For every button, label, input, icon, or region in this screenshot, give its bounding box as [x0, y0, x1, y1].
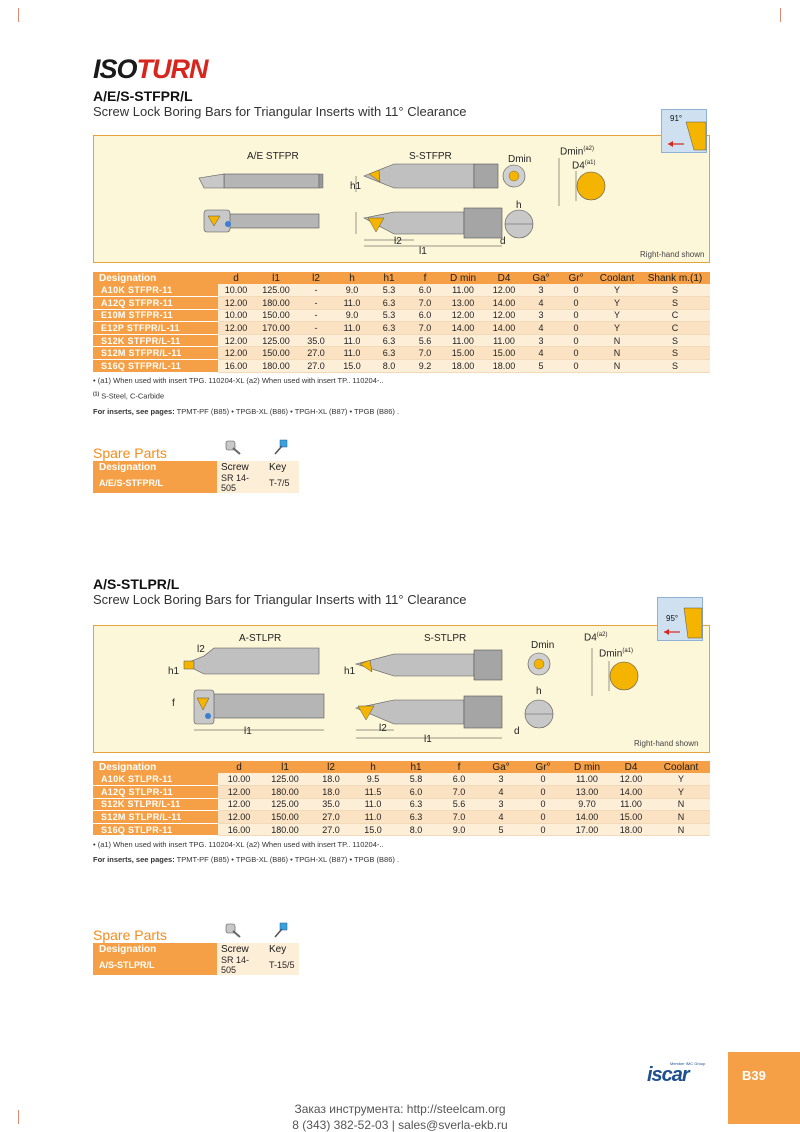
table-cell: 9.70: [564, 798, 610, 811]
diagram-dmin: Dmin: [531, 640, 555, 651]
table-cell: 6.0: [408, 309, 442, 322]
table-cell: 11.0: [334, 347, 370, 360]
diagram-h: h: [516, 200, 522, 211]
table-cell: 11.00: [442, 284, 484, 297]
section2-spare-title: Spare Parts: [93, 927, 167, 943]
table-cell: 27.0: [298, 360, 334, 373]
designation-cell: A12Q STLPR-11: [93, 786, 218, 799]
section1-note-2: $^{(1)}$ S-Steel, C-Carbide: [93, 391, 165, 401]
table-cell: 12.00: [218, 347, 254, 360]
table-cell: 15.00: [484, 347, 524, 360]
screw-icon: [224, 922, 242, 938]
table-cell: 4: [480, 811, 522, 824]
table-cell: 12.00: [442, 309, 484, 322]
table-row: [93, 798, 710, 811]
table-cell: 14.00: [564, 811, 610, 824]
table-cell: 18.00: [610, 823, 652, 836]
diagram-h1: h1: [350, 181, 362, 192]
table-cell: 14.00: [442, 322, 484, 335]
table-cell: N: [652, 798, 710, 811]
footer-line-2: 8 (343) 382-52-03 | sales@sverla-ekb.ru: [292, 1118, 508, 1132]
table-cell: 4: [524, 297, 558, 310]
table-cell: 125.00: [260, 798, 310, 811]
table-cell: 15.00: [442, 347, 484, 360]
table-cell: Y: [594, 284, 640, 297]
table-cell: 16.00: [218, 360, 254, 373]
table-row: [93, 347, 710, 360]
diagram-dmin: Dmin: [508, 154, 532, 165]
table-cell: 125.00: [254, 334, 298, 347]
table-cell: 125.00: [260, 773, 310, 786]
section2-spare-table: Designation Screw Key A/S-STLPR/L SR 14-505 T-15/5: [93, 943, 299, 975]
table-cell: 180.00: [260, 786, 310, 799]
table-row: A/S-STLPR/L SR 14-505 T-15/5: [93, 955, 299, 975]
table-cell: 0: [522, 773, 564, 786]
table-cell: 6.3: [394, 798, 438, 811]
table-cell: 6.3: [370, 334, 408, 347]
table-row: [93, 284, 710, 297]
table-cell: 6.0: [394, 786, 438, 799]
table-cell: 16.00: [218, 823, 260, 836]
table-cell: 3: [524, 309, 558, 322]
table-cell: 3: [480, 773, 522, 786]
diagram-l1-s: l1: [424, 734, 432, 745]
table-cell: 18.00: [442, 360, 484, 373]
section1-diagram: [93, 135, 710, 263]
table-cell: 12.00: [484, 309, 524, 322]
table-cell: 7.0: [408, 347, 442, 360]
table-cell: 14.00: [484, 297, 524, 310]
designation-cell: A10K STFPR-11: [93, 284, 218, 297]
diagram-l2: l2: [394, 236, 402, 247]
table-cell: 5.6: [408, 334, 442, 347]
designation-cell: S16Q STFPR/L-11: [93, 360, 218, 373]
section1-spec-table: [93, 272, 710, 373]
table-cell: 12.00: [218, 334, 254, 347]
key-icon: [272, 922, 290, 938]
table-header: Designation d l1 l2 h h1 f Ga° Gr° D min D4 Coolant: [93, 761, 710, 773]
table-cell: 12.00: [218, 811, 260, 824]
table-cell: 9.2: [408, 360, 442, 373]
approach-angle-icon: 95°: [657, 597, 703, 641]
diagram-label-a: A-STLPR: [239, 633, 282, 644]
table-cell: 6.3: [370, 297, 408, 310]
table-cell: 0: [522, 811, 564, 824]
designation-cell: S12M STLPR/L-11: [93, 811, 218, 824]
approach-angle-icon: 91°: [661, 109, 707, 153]
diagram-note: Right-hand shown: [634, 739, 699, 748]
table-header: Designation d l1 l2 h h1 f D min D4 Ga° Gr° Coolant Shank m.(1): [93, 272, 710, 284]
section2-diagram: [93, 625, 710, 753]
table-cell: 12.00: [484, 284, 524, 297]
section2-inserts-ref: For inserts, see pages: TPMT-PF (B85) • TPGB-XL (B86) • TPGH-XL (B87) • TPGB (B86) .: [93, 855, 400, 864]
section1-inserts-ref: For inserts, see pages: TPMT-PF (B85) • TPGB-XL (B86) • TPGH-XL (B87) • TPGB (B86) .: [93, 407, 400, 416]
table-row: [93, 309, 710, 322]
section2-subtitle: Screw Lock Boring Bars for Triangular Inserts with 11° Clearance: [93, 592, 467, 607]
table-cell: 12.00: [218, 297, 254, 310]
table-cell: 10.00: [218, 773, 260, 786]
table-cell: 15.0: [334, 360, 370, 373]
table-cell: 13.00: [442, 297, 484, 310]
table-cell: 0: [558, 297, 594, 310]
table-cell: 9.0: [334, 309, 370, 322]
table-cell: 35.0: [298, 334, 334, 347]
table-cell: S: [640, 284, 710, 297]
table-cell: 150.00: [254, 309, 298, 322]
diagram-h1: h1: [168, 666, 180, 677]
table-cell: 7.0: [438, 786, 480, 799]
table-cell: S: [640, 334, 710, 347]
diagram-d4: $D4^{(a1)}$: [572, 160, 596, 172]
section1-subtitle: Screw Lock Boring Bars for Triangular Inserts with 11° Clearance: [93, 104, 467, 119]
table-cell: 14.00: [484, 322, 524, 335]
table-cell: C: [640, 309, 710, 322]
table-cell: 15.00: [610, 811, 652, 824]
table-cell: N: [594, 360, 640, 373]
table-cell: 11.00: [484, 334, 524, 347]
table-cell: 0: [558, 360, 594, 373]
table-cell: 6.3: [370, 322, 408, 335]
table-cell: 0: [522, 786, 564, 799]
table-cell: 6.0: [408, 284, 442, 297]
diagram-l1: l1: [419, 246, 427, 257]
table-cell: 170.00: [254, 322, 298, 335]
table-cell: -: [298, 284, 334, 297]
diagram-h1-s: h1: [344, 666, 356, 677]
table-row: [93, 773, 710, 786]
table-cell: 6.3: [370, 347, 408, 360]
designation-cell: S12K STFPR/L-11: [93, 334, 218, 347]
table-cell: Y: [652, 786, 710, 799]
diagram-label-s: S-STFPR: [409, 151, 452, 162]
table-row: [93, 786, 710, 799]
table-cell: 0: [558, 334, 594, 347]
table-cell: N: [652, 823, 710, 836]
footer-line-1: Заказ инструмента: http://steelcam.org: [294, 1102, 506, 1116]
key-icon: [272, 439, 290, 455]
table-cell: 11.0: [334, 334, 370, 347]
diagram-l2-s: l2: [379, 723, 387, 734]
table-cell: C: [640, 322, 710, 335]
table-cell: 18.0: [310, 773, 352, 786]
table-cell: Y: [594, 297, 640, 310]
diagram-label-s: S-STLPR: [424, 633, 467, 644]
page-number: B39: [742, 1068, 766, 1083]
section2-spec-table: [93, 761, 710, 836]
table-cell: 18.0: [310, 786, 352, 799]
table-cell: 14.00: [610, 786, 652, 799]
table-cell: Y: [652, 773, 710, 786]
imc-group-tag: Member IMC Group: [670, 1061, 706, 1066]
screw-icon: [224, 439, 242, 455]
table-cell: S: [640, 360, 710, 373]
table-cell: 0: [558, 284, 594, 297]
table-cell: Y: [594, 322, 640, 335]
table-cell: 11.0: [334, 322, 370, 335]
table-cell: 11.00: [442, 334, 484, 347]
table-cell: 8.0: [394, 823, 438, 836]
table-cell: 5.3: [370, 309, 408, 322]
table-cell: 11.0: [334, 297, 370, 310]
table-cell: 12.00: [218, 786, 260, 799]
table-cell: 6.3: [394, 811, 438, 824]
section2-note-1: • (a1) When used with insert TPG. 110204-XL (a2) When used with insert TP.. 110204-..: [93, 840, 384, 849]
table-cell: 13.00: [564, 786, 610, 799]
diagram-dmin-a1: Dmin$^{(a1)}$: [599, 648, 634, 660]
table-cell: 27.0: [310, 823, 352, 836]
diagram-dmin-a2: Dmin$^{(a2)}$: [560, 146, 595, 158]
diagram-l1: l1: [244, 726, 252, 737]
diagram-label-a: A/E STFPR: [247, 151, 299, 162]
table-cell: 0: [558, 309, 594, 322]
diagram-d: d: [514, 726, 520, 737]
table-cell: S: [640, 297, 710, 310]
table-row: [93, 360, 710, 373]
table-cell: 150.00: [260, 811, 310, 824]
table-cell: 0: [558, 322, 594, 335]
table-cell: 9.0: [334, 284, 370, 297]
designation-cell: E12P STFPR/L-11: [93, 322, 218, 335]
table-cell: 9.0: [438, 823, 480, 836]
table-cell: 5: [480, 823, 522, 836]
table-cell: 35.0: [310, 798, 352, 811]
table-cell: 6.0: [438, 773, 480, 786]
section1-spare-title: Spare Parts: [93, 445, 167, 461]
section2-title: A/S-STLPR/L: [93, 576, 180, 592]
table-cell: 180.00: [254, 297, 298, 310]
table-cell: 150.00: [254, 347, 298, 360]
table-cell: 7.0: [408, 297, 442, 310]
boring-bar-drawing: [94, 136, 711, 264]
table-cell: 11.5: [352, 786, 394, 799]
table-cell: 11.0: [352, 798, 394, 811]
table-cell: 125.00: [254, 284, 298, 297]
table-cell: 0: [522, 823, 564, 836]
table-cell: 8.0: [370, 360, 408, 373]
section1-title: A/E/S-STFPR/L: [93, 88, 193, 104]
designation-cell: S12M STFPR/L-11: [93, 347, 218, 360]
table-cell: 15.0: [352, 823, 394, 836]
table-cell: 18.00: [484, 360, 524, 373]
table-cell: 5.3: [370, 284, 408, 297]
table-row: [93, 823, 710, 836]
diagram-l2: l2: [197, 644, 205, 655]
iscar-logo: iscar: [647, 1064, 689, 1086]
table-row: [93, 334, 710, 347]
table-cell: 12.00: [218, 322, 254, 335]
table-cell: Y: [594, 309, 640, 322]
section1-note-1: • (a1) When used with insert TPG. 110204-XL (a2) When used with insert TP.. 110204-..: [93, 376, 384, 385]
designation-cell: E10M STFPR-11: [93, 309, 218, 322]
table-cell: 4: [524, 347, 558, 360]
table-cell: 3: [480, 798, 522, 811]
table-row: A/E/S-STFPR/L SR 14-505 T-7/5: [93, 473, 299, 493]
table-cell: 4: [524, 322, 558, 335]
table-cell: -: [298, 309, 334, 322]
table-row: [93, 811, 710, 824]
table-cell: 27.0: [298, 347, 334, 360]
table-cell: 5.6: [438, 798, 480, 811]
isoturn-logo: ISOTURN: [93, 54, 208, 84]
table-cell: N: [594, 347, 640, 360]
table-cell: N: [652, 811, 710, 824]
table-cell: 7.0: [408, 322, 442, 335]
table-cell: 5: [524, 360, 558, 373]
table-cell: 27.0: [310, 811, 352, 824]
table-cell: 11.0: [352, 811, 394, 824]
designation-cell: S12K STLPR/L-11: [93, 798, 218, 811]
table-row: [93, 297, 710, 310]
table-cell: 4: [480, 786, 522, 799]
table-cell: 7.0: [438, 811, 480, 824]
table-cell: 3: [524, 284, 558, 297]
diagram-f: f: [172, 698, 175, 709]
table-cell: 17.00: [564, 823, 610, 836]
table-row: [93, 322, 710, 335]
crop-mark: [780, 8, 781, 22]
table-cell: 0: [522, 798, 564, 811]
section1-spare-table: Designation Screw Key A/E/S-STFPR/L SR 14-505 T-7/5: [93, 461, 299, 493]
table-cell: 11.00: [610, 798, 652, 811]
designation-cell: A12Q STFPR-11: [93, 297, 218, 310]
table-cell: 10.00: [218, 284, 254, 297]
table-cell: 180.00: [260, 823, 310, 836]
table-cell: 12.00: [610, 773, 652, 786]
designation-cell: S16Q STLPR-11: [93, 823, 218, 836]
table-cell: -: [298, 322, 334, 335]
diagram-note: Right-hand shown: [640, 250, 705, 259]
diagram-d4: $D4^{(a2)}$: [584, 632, 608, 644]
table-cell: 5.8: [394, 773, 438, 786]
table-cell: 0: [558, 347, 594, 360]
table-cell: 3: [524, 334, 558, 347]
diagram-d: d: [500, 236, 506, 247]
table-cell: 180.00: [254, 360, 298, 373]
diagram-h: h: [536, 686, 542, 697]
table-cell: -: [298, 297, 334, 310]
table-cell: 10.00: [218, 309, 254, 322]
designation-cell: A10K STLPR-11: [93, 773, 218, 786]
table-cell: 11.00: [564, 773, 610, 786]
table-cell: 9.5: [352, 773, 394, 786]
crop-mark: [18, 8, 19, 22]
table-cell: S: [640, 347, 710, 360]
table-cell: 12.00: [218, 798, 260, 811]
table-cell: N: [594, 334, 640, 347]
boring-bar-drawing: [94, 626, 711, 754]
